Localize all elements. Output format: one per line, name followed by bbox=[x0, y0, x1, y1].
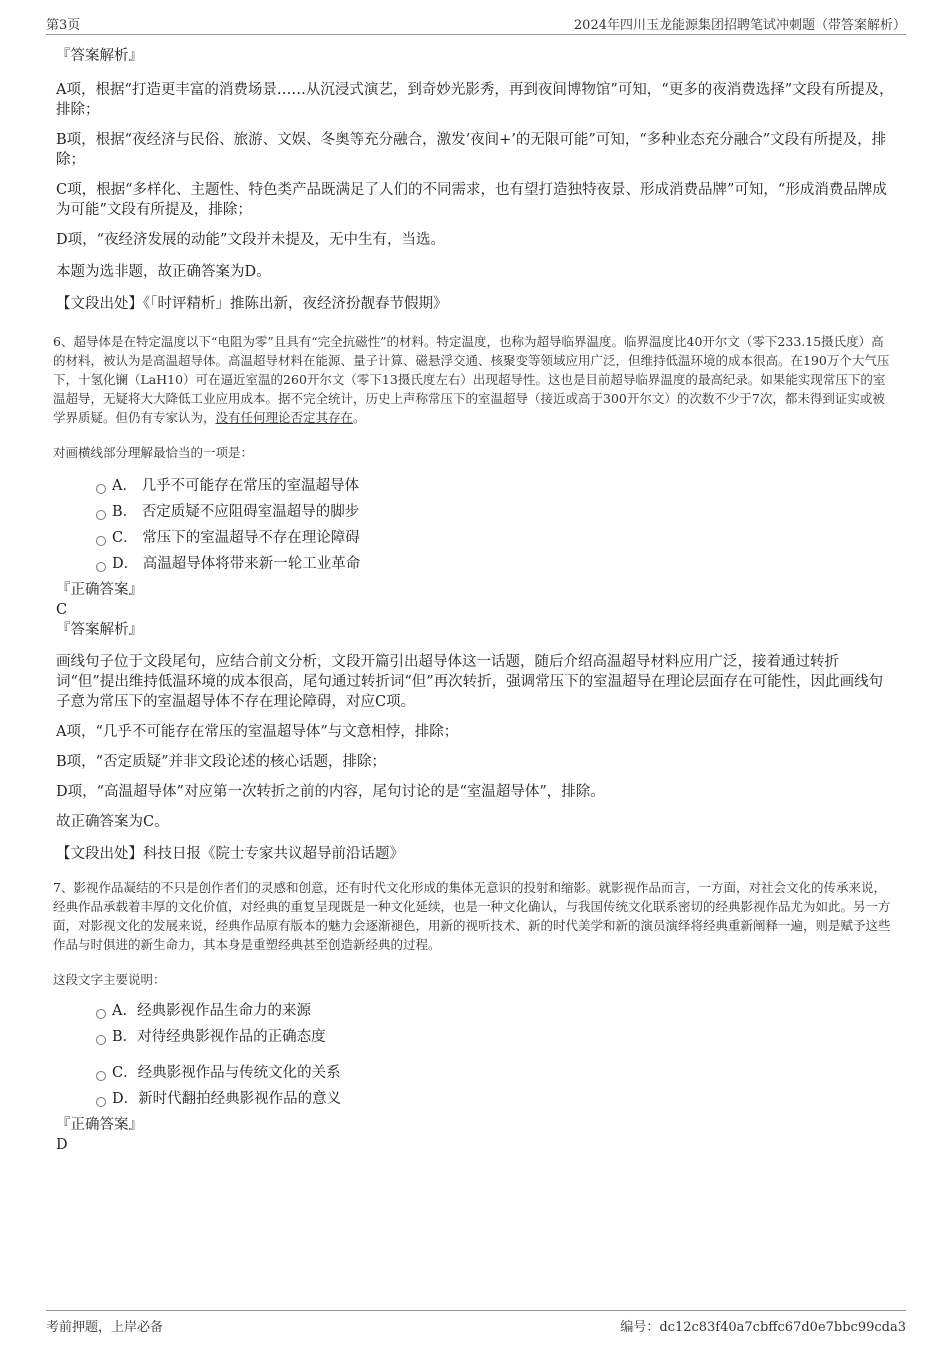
option-d[interactable]: D． 高温超导体将带来新一轮工业革命 bbox=[56, 554, 896, 580]
analysis-conclusion: 故正确答案为C。 bbox=[56, 814, 169, 830]
analysis-d: D项，“夜经济发展的动能”文段并未提及，无中生有，当选。 bbox=[56, 232, 445, 248]
page-number: 第3页 bbox=[46, 18, 81, 33]
correct-answer: D bbox=[56, 1137, 68, 1153]
footer-slogan: 考前押题，上岸必备 bbox=[46, 1320, 164, 1335]
source-citation: 【文段出处】科技日报《院士专家共议超导前沿话题》 bbox=[56, 846, 404, 862]
option-a[interactable]: A．经典影视作品生命力的来源 bbox=[56, 1001, 896, 1027]
analysis-a: A项，“几乎不可能存在常压的室温超导体”与文意相悖，排除； bbox=[56, 724, 459, 740]
page-content bbox=[53, 44, 896, 1155]
option-b[interactable]: B．对待经典影视作品的正确态度 bbox=[56, 1027, 896, 1053]
analysis-b: B项，“否定质疑”并非文段论述的核心话题，排除； bbox=[56, 754, 386, 770]
analysis-d: D项，“高温超导体”对应第一次转折之前的内容，尾句讨论的是“室温超导体”，排除。 bbox=[56, 784, 605, 800]
analysis-a: A项，根据“打造更丰富的消费场景……从沉浸式演艺，到奇妙光影秀，再到夜间博物馆”可知，“更多的夜消费选择”文段有所提及，排除； bbox=[56, 82, 894, 118]
source-citation: 【文段出处】《「时评精析」推陈出新，夜经济扮靓春节假期》 bbox=[56, 296, 448, 312]
correct-answer: C bbox=[56, 602, 68, 618]
analysis-label: 『答案解析』 bbox=[56, 622, 143, 638]
option-a[interactable]: A． 几乎不可能存在常压的室温超导体 bbox=[56, 476, 896, 502]
correct-answer-label: 『正确答案』 bbox=[56, 582, 143, 598]
option-c[interactable]: C． 常压下的室温超导不存在理论障碍 bbox=[56, 528, 896, 554]
option-d[interactable]: D．新时代翻拍经典影视作品的意义 bbox=[56, 1089, 896, 1115]
page-header bbox=[46, 12, 906, 35]
radio-icon[interactable] bbox=[96, 1071, 106, 1081]
option-c[interactable]: C．经典影视作品与传统文化的关系 bbox=[56, 1063, 896, 1089]
analysis-main: 画线句子位于文段尾句，应结合前文分析，文段开篇引出超导体这一话题，随后介绍高温超导材料应用广泛，接着通过转折词“但”提出维持低温环境的成本很高，尾句通过转折词“但”再次转折，强调常压下的室温超导在理论层面存在可能性，因此画线句子意为常压下的室温超导体不存在理论障碍，对应C项。 bbox=[56, 654, 884, 710]
radio-icon[interactable] bbox=[96, 510, 106, 520]
question-7-options bbox=[56, 1001, 896, 1115]
analysis-conclusion: 本题为选非题，故正确答案为D。 bbox=[56, 264, 271, 280]
document-title: 2024年四川玉龙能源集团招聘笔试冲刺题（带答案解析） bbox=[573, 18, 906, 33]
analysis-c: C项，根据“多样化、主题性、特色类产品既满足了人们的不同需求，也有望打造独特夜景、形成消费品牌”可知，“形成消费品牌成为可能”文段有所提及，排除； bbox=[56, 182, 887, 218]
question-6-prompt: 对画横线部分理解最恰当的一项是： bbox=[53, 445, 254, 460]
analysis-label: 『答案解析』 bbox=[56, 48, 143, 64]
question-7-prompt: 这段文字主要说明： bbox=[53, 972, 166, 987]
radio-icon[interactable] bbox=[96, 1035, 106, 1045]
underlined-phrase: 没有任何理论否定其存在 bbox=[215, 410, 354, 425]
question-6-stem: 6、超导体是在特定温度以下“电阻为零”且具有“完全抗磁性”的材料。特定温度，也称为超导临界温度。临界温度比40开尔文（零下233.15摄氏度）高的材料，被认为是高温超导体。高温超导材料在能源、量子计算、磁悬浮交通、核聚变等领域应用广泛，但维持低温环境的成本很高。在190万个大气压下，十氢化镧（LaH10）可在逼近室温的260开尔文（零下13摄氏度左右）出现超导性。这也是目前超导临界温度的最高纪录。如果能实现常压下的室温超导，无疑将大大降低工业应用成本。据不完全统计，历史上声称常压下的室温超导（接近或高于300开尔文）的次数不少于7次，都未得到证实或被学界质疑。但仍有专家认为，没有任何理论否定其存在。 bbox=[53, 334, 890, 425]
question-7-stem: 7、影视作品凝结的不只是创作者们的灵感和创意，还有时代文化形成的集体无意识的投射和缩影。就影视作品而言，一方面，对社会文化的传承来说，经典作品承载着丰厚的文化价值，对经典的重复呈现既是一种文化延续，也是一种文化确认，与我国传统文化联系密切的经典影视作品尤为如此。另一方面，对影视文化的发展来说，经典作品原有版本的魅力会逐渐褪色，用新的视听技术、新的时代美学和新的演员演绎将经典重新阐释一遍，则是赋予这些作品与时俱进的新生命力，其本身是重塑经典甚至创造新经典的过程。 bbox=[53, 880, 891, 952]
document-id: 编号：dc12c83f40a7cbffc67d0e7bbc99cda3 bbox=[620, 1320, 906, 1335]
radio-icon[interactable] bbox=[96, 484, 106, 494]
option-b[interactable]: B． 否定质疑不应阻碍室温超导的脚步 bbox=[56, 502, 896, 528]
question-6-options bbox=[56, 476, 896, 580]
radio-icon[interactable] bbox=[96, 1097, 106, 1107]
correct-answer-label: 『正确答案』 bbox=[56, 1117, 143, 1133]
radio-icon[interactable] bbox=[96, 1009, 106, 1019]
radio-icon[interactable] bbox=[96, 562, 106, 572]
analysis-b: B项，根据“夜经济与民俗、旅游、文娱、冬奥等充分融合，激发‘夜间+’的无限可能”可知，“多种业态充分融合”文段有所提及，排除； bbox=[56, 132, 887, 168]
page-footer bbox=[46, 1310, 906, 1335]
radio-icon[interactable] bbox=[96, 536, 106, 546]
